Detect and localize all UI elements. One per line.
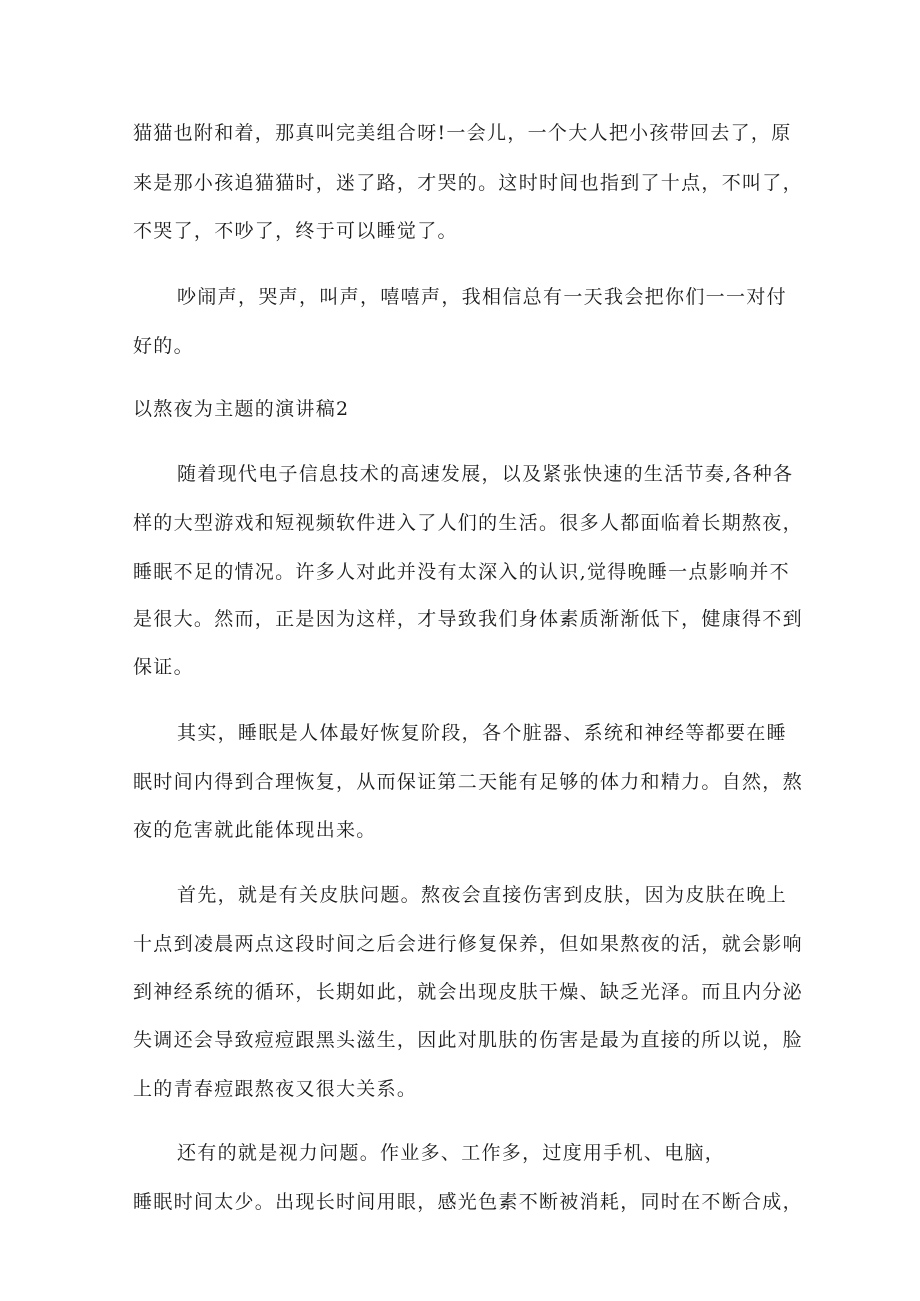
paragraph-line: 睡眠不足的情况。许多人对此并没有太深入的认识,觉得晚睡一点影响并不 xyxy=(133,561,790,583)
paragraph-line: 不哭了，不吵了，终于可以睡觉了。 xyxy=(133,220,458,242)
paragraph-line: 猫猫也附和着，那真叫完美组合呀!一会儿，一个大人把小孩带回去了，原 xyxy=(133,122,792,144)
paragraph-line: 夜的危害就此能体现出来。 xyxy=(133,819,377,841)
paragraph-line: 首先，就是有关皮肤问题。熬夜会直接伤害到皮肤，因为皮肤在晚上 xyxy=(177,884,787,906)
paragraph-line: 好的。 xyxy=(133,335,194,357)
paragraph-line: 上的青春痘跟熬夜又很大关系。 xyxy=(133,1078,418,1100)
paragraph-line: 十点到凌晨两点这段时间之后会进行修复保养，但如果熬夜的活，就会影响 xyxy=(133,933,803,955)
paragraph-line: 样的大型游戏和短视频软件进入了人们的生活。很多人都面临着长期熬夜， xyxy=(133,512,803,534)
paragraph-line: 吵闹声，哭声，叫声，嘻嘻声，我相信总有一天我会把你们一一对付 xyxy=(177,286,787,308)
paragraph-line: 是很大。然而，正是因为这样，才导致我们身体素质渐渐低下，健康得不到 xyxy=(133,608,803,630)
paragraph-line: 睡眠时间太少。出现长时间用眼，感光色素不断被消耗，同时在不断合成， xyxy=(133,1191,803,1213)
paragraph-line: 保证。 xyxy=(133,656,194,678)
paragraph-line: 到神经系统的循环，长期如此，就会出现皮肤干燥、缺乏光泽。而且内分泌 xyxy=(133,981,803,1003)
paragraph-line: 其实，睡眠是人体最好恢复阶段，各个脏器、系统和神经等都要在睡 xyxy=(177,722,787,744)
paragraph-line: 来是那小孩追猫猫时，迷了路，才哭的。这时时间也指到了十点，不叫了， xyxy=(133,172,803,194)
section-heading: 以熬夜为主题的演讲稿2 xyxy=(133,398,350,420)
paragraph-line: 还有的就是视力问题。作业多、工作多，过度用手机、电脑， xyxy=(177,1142,726,1164)
paragraph-line: 随着现代电子信息技术的高速发展，以及紧张快速的生活节奏,各种各 xyxy=(177,463,794,485)
paragraph-line: 眠时间内得到合理恢复，从而保证第二天能有足够的体力和精力。自然，熬 xyxy=(133,771,803,793)
paragraph-line: 失调还会导致痘痘跟黑头滋生，因此对肌肤的伤害是最为直接的所以说，脸 xyxy=(133,1029,803,1051)
